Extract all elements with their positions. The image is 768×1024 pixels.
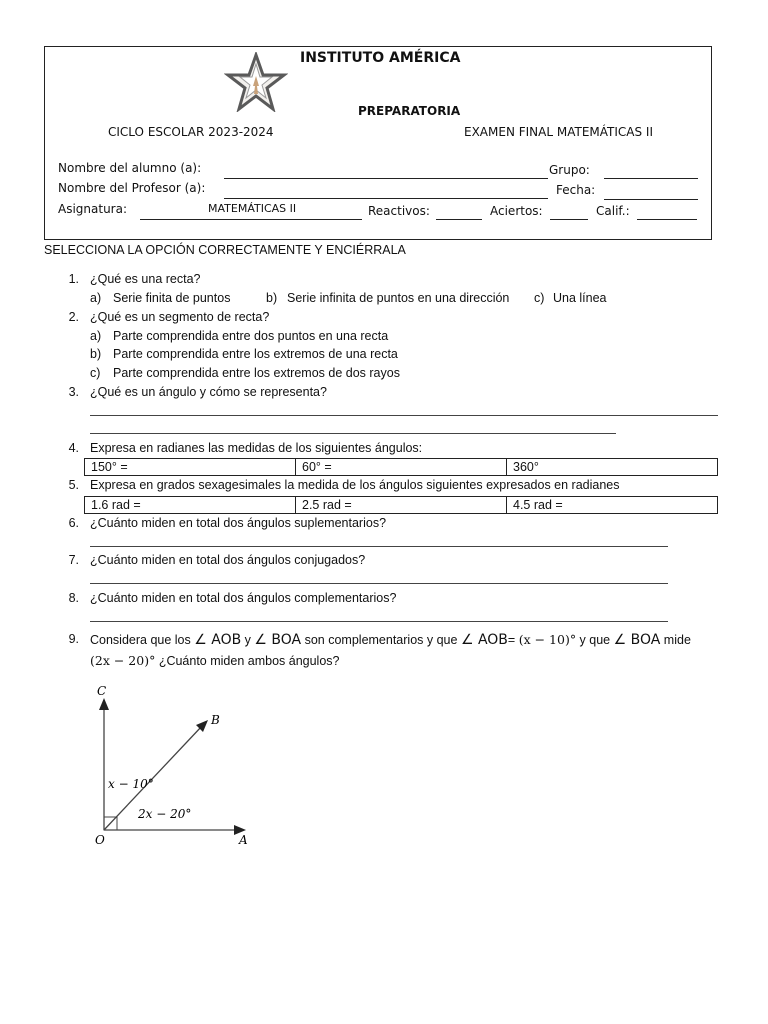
label-lower-angle: 2x − 20° <box>138 807 192 821</box>
question-8: ¿Cuánto miden en total dos ángulos complementarios? <box>90 591 397 605</box>
label-a: A <box>239 833 248 847</box>
table-cell[interactable]: 60° = <box>296 459 507 476</box>
question-number: 6. <box>68 516 79 530</box>
q9-text: y <box>241 633 255 647</box>
angle-aob: ∠ AOB <box>460 632 508 648</box>
table-cell[interactable]: 360° <box>507 459 718 476</box>
question-6: ¿Cuánto miden en total dos ángulos suplementarios? <box>90 516 387 530</box>
arrow-c-icon <box>99 698 109 710</box>
q2-option-a[interactable]: Parte comprendida entre dos puntos en una recta <box>113 329 389 343</box>
answer-line[interactable] <box>90 583 668 584</box>
label-b: B <box>211 713 220 727</box>
question-number: 8. <box>68 591 79 605</box>
option-letter[interactable]: a) <box>90 291 102 305</box>
question-number: 5. <box>68 478 79 492</box>
table-cell[interactable]: 150° = <box>85 459 296 476</box>
table-cell[interactable]: 4.5 rad = <box>507 497 718 514</box>
hits-field[interactable] <box>550 219 588 220</box>
subject-field[interactable] <box>140 219 362 220</box>
subject-value: MATEMÁTICAS II <box>208 202 297 215</box>
question-4: Expresa en radianes las medidas de los siguientes ángulos: <box>90 441 423 455</box>
answer-line[interactable] <box>90 415 718 416</box>
question-7: ¿Cuánto miden en total dos ángulos conjugados? <box>90 553 366 567</box>
instructions: SELECCIONA LA OPCIÓN CORRECTAMENTE Y ENCIÉRRALA <box>44 243 406 257</box>
label-o: O <box>95 833 105 847</box>
q2-option-c[interactable]: Parte comprendida entre los extremos de dos rayos <box>113 366 400 380</box>
degrees-table <box>84 496 718 514</box>
q9-text: mide <box>660 633 691 647</box>
items-label: Reactivos: <box>368 204 430 218</box>
q9-text: son complementarios y que <box>301 633 461 647</box>
star-logo-icon <box>224 52 288 112</box>
option-letter[interactable]: a) <box>90 329 102 343</box>
question-number: 9. <box>68 632 79 646</box>
table-cell[interactable]: 2.5 rad = <box>296 497 507 514</box>
expression-aob: (x − 10)° <box>518 632 577 647</box>
student-name-label: Nombre del alumno (a): <box>58 161 202 175</box>
question-9-cont <box>90 651 339 671</box>
answer-line[interactable] <box>90 621 668 622</box>
label-c: C <box>97 684 107 698</box>
q9-text: Considera que los <box>90 633 195 647</box>
question-1: ¿Qué es una recta? <box>90 272 201 286</box>
teacher-name-field[interactable] <box>224 198 548 199</box>
q1-option-b[interactable]: Serie infinita de puntos en una dirección <box>287 291 510 305</box>
q1-option-a[interactable]: Serie finita de puntos <box>113 291 231 305</box>
q9-text: = <box>507 633 519 647</box>
date-label: Fecha: <box>556 183 596 197</box>
exam-title: EXAMEN FINAL MATEMÁTICAS II <box>464 125 654 139</box>
answer-line[interactable] <box>90 546 668 547</box>
q2-option-b[interactable]: Parte comprendida entre los extremos de una recta <box>113 347 398 361</box>
q9-text: y que <box>576 633 614 647</box>
radians-table <box>84 458 718 476</box>
question-2: ¿Qué es un segmento de recta? <box>90 310 270 324</box>
items-field[interactable] <box>436 219 482 220</box>
q9-text: ¿Cuánto miden ambos ángulos? <box>155 654 340 668</box>
institution-name: INSTITUTO AMÉRICA <box>300 50 461 66</box>
level-title: PREPARATORIA <box>358 104 461 118</box>
grade-field[interactable] <box>637 219 697 220</box>
group-label: Grupo: <box>549 163 590 177</box>
school-cycle: CICLO ESCOLAR 2023-2024 <box>108 125 274 139</box>
question-9 <box>90 630 730 650</box>
question-number: 1. <box>68 272 79 286</box>
option-letter[interactable]: c) <box>90 366 101 380</box>
grade-label: Calif.: <box>596 204 630 218</box>
answer-line[interactable] <box>90 433 616 434</box>
question-3: ¿Qué es un ángulo y cómo se representa? <box>90 385 327 399</box>
table-cell[interactable]: 1.6 rad = <box>85 497 296 514</box>
option-letter[interactable]: b) <box>266 291 278 305</box>
student-name-field[interactable] <box>224 178 548 179</box>
hits-label: Aciertos: <box>490 204 543 218</box>
angle-boa: ∠ BOA <box>613 632 661 648</box>
question-5: Expresa en grados sexagesimales la medida de los ángulos siguientes expresados en radianes <box>90 478 620 492</box>
question-number: 4. <box>68 441 79 455</box>
question-number: 3. <box>68 385 79 399</box>
angle-diagram <box>88 680 268 860</box>
q1-option-c[interactable]: Una línea <box>553 291 607 305</box>
date-field[interactable] <box>604 199 698 200</box>
group-field[interactable] <box>604 178 698 179</box>
expression-boa: (2x − 20)° <box>90 653 156 668</box>
angle-boa: ∠ BOA <box>254 632 302 648</box>
angle-aob: ∠ AOB <box>194 632 242 648</box>
label-upper-angle: x − 10° <box>108 777 154 791</box>
question-number: 2. <box>68 310 79 324</box>
subject-label: Asignatura: <box>58 202 128 216</box>
question-number: 7. <box>68 553 79 567</box>
option-letter[interactable]: c) <box>534 291 545 305</box>
teacher-name-label: Nombre del Profesor (a): <box>58 181 206 195</box>
option-letter[interactable]: b) <box>90 347 102 361</box>
